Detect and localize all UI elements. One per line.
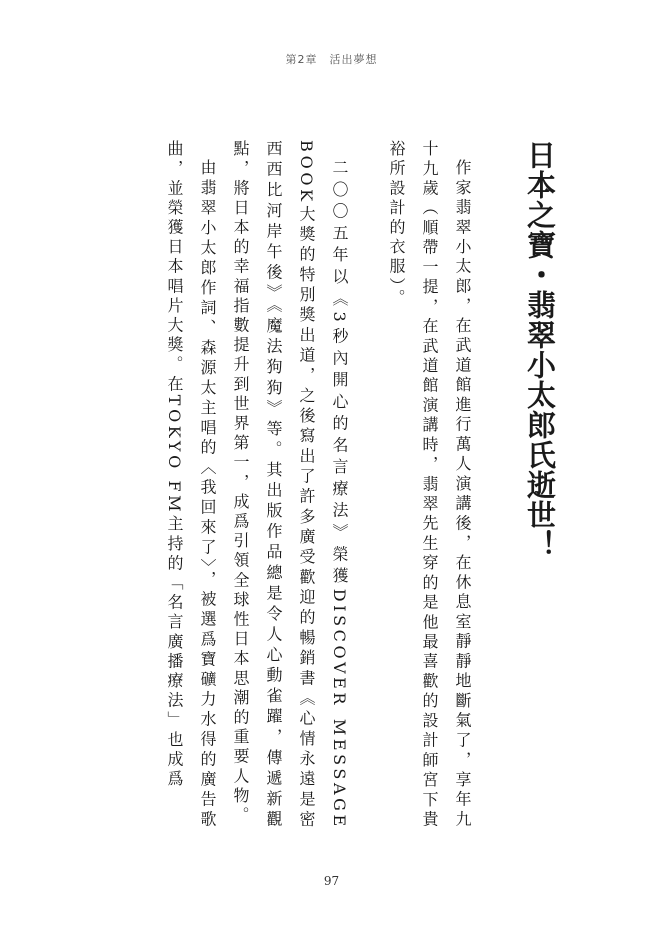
article-headline: 日本之寶・翡翠小太郎氏逝世！	[523, 140, 557, 560]
vertical-text-block	[158, 140, 563, 830]
running-head: 第2章 活出夢想	[285, 53, 378, 66]
paragraph-1: 作家翡翠小太郎，在武道館進行萬人演講後，在休息室靜靜地斷氣了，享年九十九歲（順帶一提，在武道館演講時，翡翠先生穿的是他最喜歡的設計師宮下貴裕所設計的衣服）。	[387, 140, 472, 830]
paragraph-2: 二〇〇五年以《3秒內開心的名言療法》榮獲DISCOVER MESSAGE BOOK大獎的特別獎出道，之後寫出了許多廣受歡迎的暢銷書《心情永遠是密西西比河岸午後》《魔法狗狗》等。其出版作品總是令人心動雀躍，傳遞新觀點，將日本的幸福指數提升到世界第一，成爲引領全球性日本思潮的重要人物。	[231, 140, 349, 830]
page-number: 97	[323, 874, 340, 888]
paragraph-3: 由翡翠小太郎作詞、森源太主唱的〈我回來了〉，被選爲寶礦力水得的廣告歌曲，並榮獲日本唱片大獎。在TOKYO FM主持的「名言廣播療法」也成爲	[165, 140, 217, 830]
